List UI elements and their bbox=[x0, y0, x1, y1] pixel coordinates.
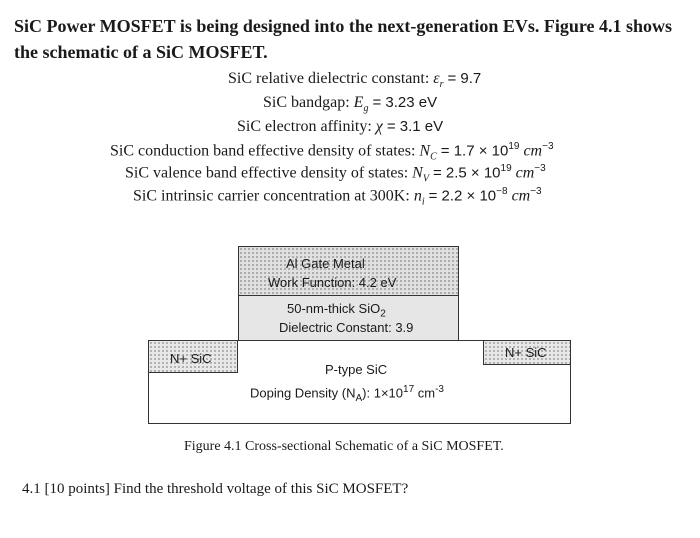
param-bandgap-sub: g bbox=[363, 103, 369, 115]
source-label: N+ SiC bbox=[170, 351, 212, 366]
param-nc-unit-exp: −3 bbox=[542, 141, 554, 152]
param-affinity-value: = 3.1 eV bbox=[386, 118, 444, 135]
param-nv-exp: 19 bbox=[500, 163, 512, 174]
question-text: 4.1 [10 points] Find the threshold voltage of this SiC MOSFET? bbox=[22, 481, 409, 497]
param-nv-value: = 2.5 × 10 bbox=[432, 164, 501, 182]
param-nc-label: SiC conduction band effective density of states: bbox=[110, 142, 416, 160]
param-nc-unit: cm bbox=[523, 142, 543, 160]
oxide-sub: 2 bbox=[380, 308, 386, 320]
oxide-thickness-text: 50-nm-thick SiO bbox=[287, 301, 381, 316]
param-ni-value: = 2.2 × 10 bbox=[428, 187, 497, 205]
oxide-thickness-label bbox=[287, 301, 386, 320]
param-nc-symbol: N bbox=[419, 142, 431, 160]
param-ni-symbol: n bbox=[413, 187, 422, 205]
param-nv-label: SiC valence band effective density of states: bbox=[125, 164, 409, 182]
param-ni-unit-exp: −3 bbox=[530, 186, 542, 197]
param-ni bbox=[133, 186, 542, 208]
param-bandgap-label: SiC bandgap: bbox=[263, 94, 350, 111]
param-bandgap-value: = 3.23 eV bbox=[372, 94, 438, 111]
param-nv-unit-exp: −3 bbox=[534, 163, 546, 174]
param-nv bbox=[125, 163, 546, 185]
param-nc bbox=[110, 141, 554, 163]
doping-unit-exp: -3 bbox=[435, 384, 444, 395]
param-nv-symbol: N bbox=[412, 164, 423, 182]
param-affinity bbox=[237, 118, 443, 136]
doping-sub: A bbox=[355, 392, 363, 404]
doping-label-text: Doping Density (N bbox=[250, 385, 356, 401]
param-dielectric-label: SiC relative dielectric constant: bbox=[228, 70, 430, 87]
param-ni-unit: cm bbox=[511, 187, 531, 205]
gate-work-function: Work Function: 4.2 eV bbox=[268, 275, 397, 290]
intro-line-1: SiC Power MOSFET is being designed into the next-generation EVs. Figure 4.1 shows bbox=[14, 16, 673, 36]
drain-label: N+ SiC bbox=[505, 345, 547, 360]
param-bandgap bbox=[263, 94, 437, 114]
doping-unit: cm bbox=[414, 385, 436, 401]
param-dielectric-value: = 9.7 bbox=[447, 70, 482, 87]
substrate-type-label: P-type SiC bbox=[325, 362, 388, 377]
param-bandgap-symbol: E bbox=[353, 94, 364, 111]
param-nc-sub: C bbox=[430, 151, 437, 163]
param-affinity-symbol: χ bbox=[375, 118, 383, 135]
param-nv-unit: cm bbox=[515, 164, 535, 182]
param-ni-sub: i bbox=[421, 196, 425, 208]
param-dielectric bbox=[228, 70, 481, 90]
intro-line-2: the schematic of a SiC MOSFET. bbox=[14, 42, 268, 62]
oxide-dielectric-constant: Dielectric Constant: 3.9 bbox=[279, 320, 414, 335]
param-nv-sub: V bbox=[422, 173, 429, 185]
param-nc-value: = 1.7 × 10 bbox=[440, 142, 509, 160]
param-dielectric-sub: r bbox=[439, 79, 444, 91]
doping-exp: 17 bbox=[403, 384, 415, 395]
param-nc-exp: 19 bbox=[508, 141, 520, 152]
param-dielectric-symbol: ε bbox=[433, 70, 440, 87]
param-ni-exp: −8 bbox=[496, 186, 508, 197]
param-ni-label: SiC intrinsic carrier concentration at 300K: bbox=[133, 187, 410, 205]
doping-value: ): 1×10 bbox=[362, 385, 404, 401]
gate-label: Al Gate Metal bbox=[286, 256, 365, 271]
doping-density-label bbox=[250, 384, 444, 404]
figure-caption: Figure 4.1 Cross-sectional Schematic of a SiC MOSFET. bbox=[184, 439, 504, 454]
param-affinity-label: SiC electron affinity: bbox=[237, 118, 372, 135]
